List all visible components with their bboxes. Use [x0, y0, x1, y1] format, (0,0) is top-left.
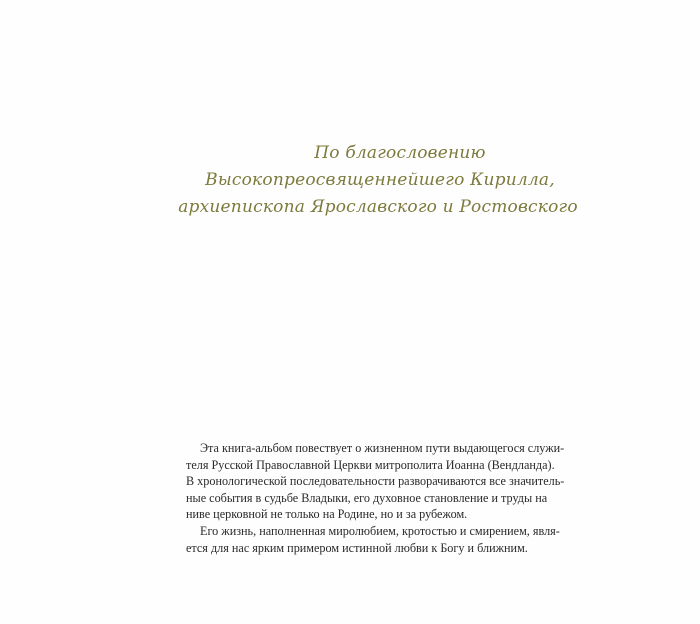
book-description [186, 440, 565, 556]
blessing-inscription [0, 140, 700, 221]
description-line: теля Русской Православной Церкви митрополита Иоанна (Вендланда). [186, 457, 555, 472]
description-line: ется для нас ярким примером истинной любви к Богу и ближним. [186, 540, 528, 555]
description-line: В хронологической последовательности разворачиваются все значитель- [186, 474, 565, 489]
description-line: Эта книга-альбом повествует о жизненном пути выдающегося служи- [200, 441, 565, 455]
blessing-line-3: архиепископа Ярославского и Ростовского [178, 197, 578, 217]
description-line: ные события в судьбе Владыки, его духовное становление и труды на [186, 490, 548, 505]
description-line: Его жизнь, наполненная миролюбием, кротостью и смирением, явля- [200, 523, 560, 538]
blessing-line-2: Высокопреосвященнейшего Кирилла, [205, 170, 555, 190]
description-line: ниве церковной не только на Родине, но и за рубежом. [186, 507, 468, 522]
blessing-line-1: По благословению [314, 143, 486, 163]
